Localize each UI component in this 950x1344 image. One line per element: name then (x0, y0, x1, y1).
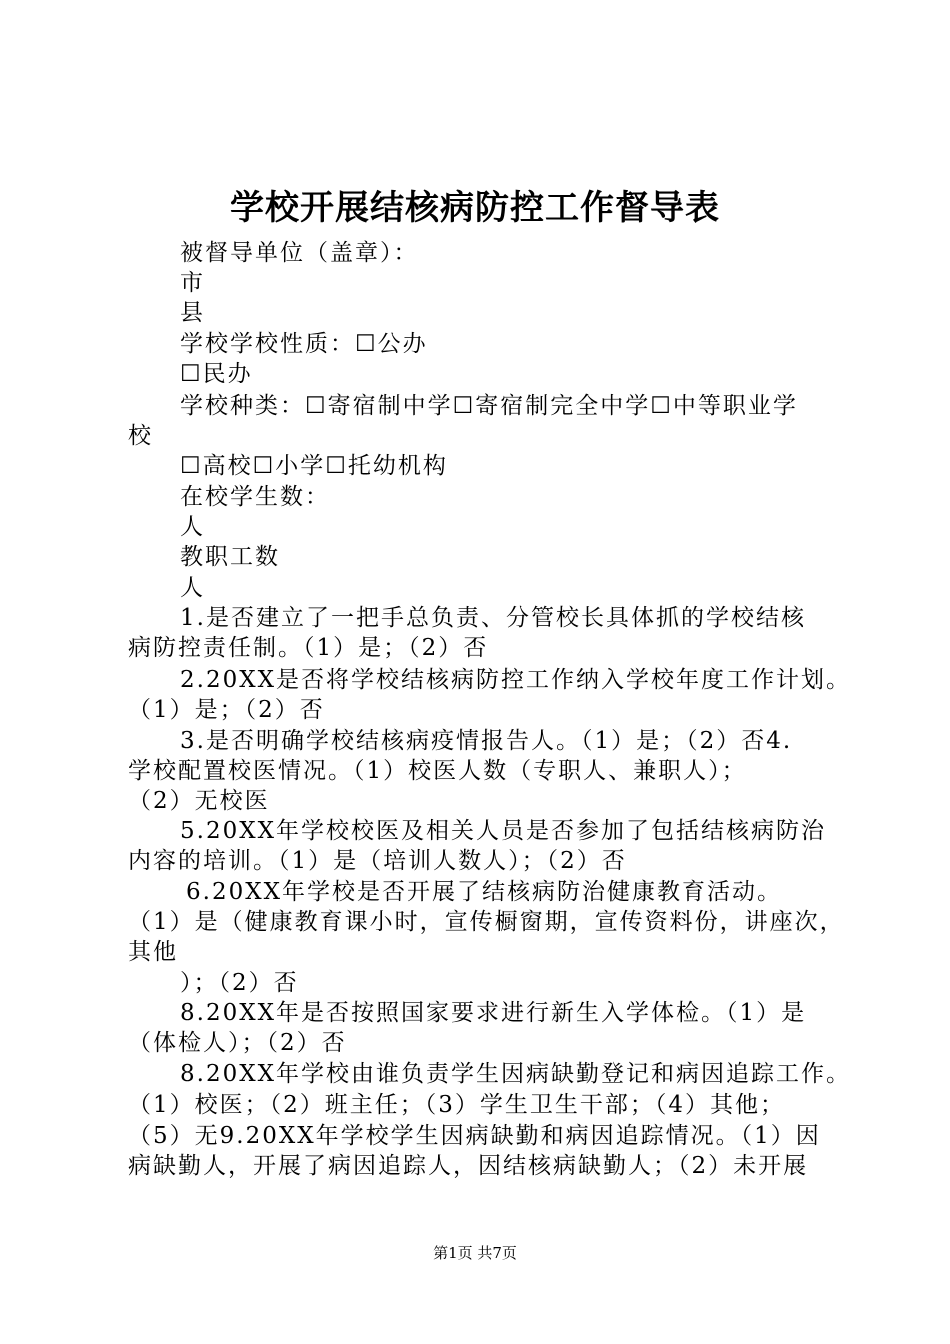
document-title: 学校开展结核病防控工作督导表 (230, 188, 720, 228)
text-line: 病防控责任制。（1）是；（2）否 (128, 635, 489, 661)
text-line: 1.是否建立了一把手总负责、分管校长具体抓的学校结核 (180, 605, 806, 631)
text-line: （5）无9.20XX年学校学生因病缺勤和病因追踪情况。（1）因 (128, 1123, 821, 1149)
text-line: 教职工数 (180, 544, 280, 570)
text-line: 县 (180, 300, 205, 326)
text-line: 其他 (128, 939, 178, 965)
text-line: 内容的培训。（1）是（培训人数人）；（2）否 (128, 848, 627, 874)
text-line: 在校学生数： (180, 484, 330, 510)
text-line: 学校学校性质：☐公办 (180, 331, 428, 357)
text-line: 5.20XX年学校校医及相关人员是否参加了包括结核病防治 (180, 818, 826, 844)
text-line: （体检人）；（2）否 (128, 1030, 347, 1056)
text-line: 2.20XX是否将学校结核病防控工作纳入学校年度工作计划。 (180, 667, 851, 693)
text-line: 8.20XX年学校由谁负责学生因病缺勤登记和病因追踪工作。 (180, 1061, 851, 1087)
text-line: 6.20XX年学校是否开展了结核病防治健康教育活动。 (186, 879, 782, 905)
text-line: 被督导单位（盖章）： (180, 240, 419, 266)
text-line: 8.20XX年是否按照国家要求进行新生入学体检。（1）是 (180, 1000, 807, 1026)
text-line: 学校配置校医情况。（1）校医人数（专职人、兼职人）； (128, 758, 747, 784)
page-number: 第1页 共7页 (433, 1244, 517, 1262)
text-line: 学校种类：☐寄宿制中学☐寄宿制完全中学☐中等职业学 (180, 393, 798, 419)
text-line: 市 (180, 270, 205, 296)
text-line: （1）是（健康教育课小时，宣传橱窗期，宣传资料份，讲座次， (128, 909, 845, 935)
text-line: （1）是；（2）否 (128, 697, 325, 723)
text-line: 人 (180, 575, 205, 601)
text-line: 校 (128, 423, 153, 449)
text-line: 3.是否明确学校结核病疫情报告人。（1）是；（2）否4. (180, 728, 793, 754)
text-line: ☐民办 (180, 361, 253, 387)
text-line: （1）校医；（2）班主任；（3）学生卫生干部；（4）其他； (128, 1092, 786, 1118)
text-line: 人 (180, 514, 205, 540)
text-line: （2）无校医 (128, 788, 270, 814)
text-line: ）；（2）否 (180, 970, 299, 996)
text-line: 病缺勤人，开展了病因追踪人，因结核病缺勤人；（2）未开展 (128, 1153, 809, 1179)
text-line: ☐高校☐小学☐托幼机构 (180, 453, 448, 479)
